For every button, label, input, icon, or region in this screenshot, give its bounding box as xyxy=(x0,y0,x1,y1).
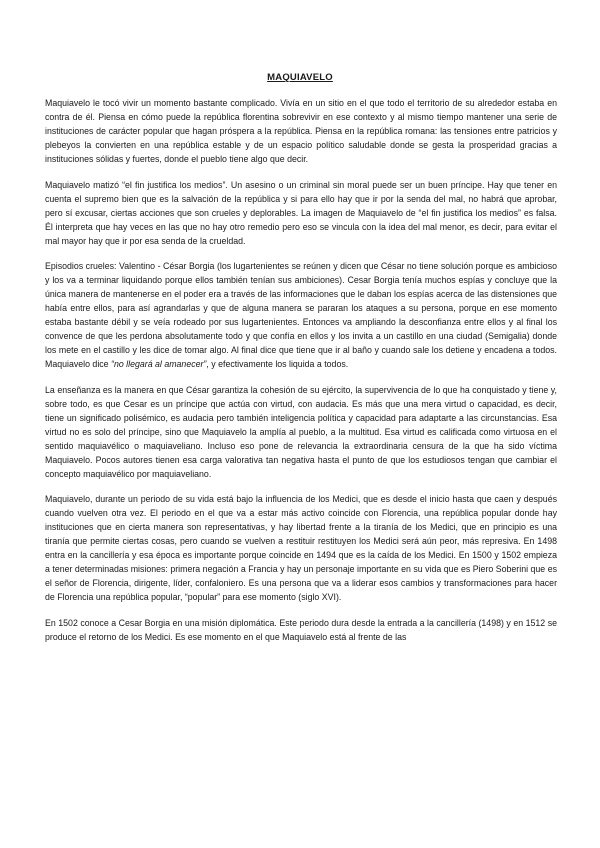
paragraph-2: Maquiavelo matizó “el fin justifica los medios”. Un asesino o un criminal sin moral puede ser un buen príncipe. Hay que tener en cuenta el supremo bien que es la salvación de la república y si para ello hay que ir por la senda del mal, no habrá que aprobar, pero sí excusar, ciertas acciones que son crueles y deplorables. La imagen de Maquiavelo de “el fin justifica los medios” es falsa. Él interpreta que hay veces en las que no hay otro remedio pero eso se vincula con la idea del mal menor, es decir, para evitar el mal mayor hay que ir por esa senda de la crueldad. xyxy=(45,179,557,246)
paragraph-4: La enseñanza es la manera en que César garantiza la cohesión de su ejército, la supervivencia de lo que ha conquistado y tiene y, sobre todo, es que Cesar es un príncipe que actúa con virtud, con audacia. Es más que una mera virtud o capacidad, es decir, tiene un significado polisémico, es audacia pero también inteligencia política y capacidad para adaptarte a las circunstancias. Esa virtud no es solo del príncipe, sino que Maquiavelo la amplía al pueblo, a la multitud. Esa virtud es calificada como virtuosa en el sentido maquiavélico o maquiaveliano. Incluso eso pone de relevancia la extraordinaria censura de la que ha sido víctima Maquiavelo. Pocos autores tienen esa carga valorativa tan negativa hasta el punto de que los estudiosos tengan que cambiar el concepto maquiavélico por maquiaveliano. xyxy=(45,384,557,479)
paragraph-3 xyxy=(45,259,557,371)
paragraph-6: En 1502 conoce a Cesar Borgia en una misión diplomática. Este periodo dura desde la entrada a la cancillería (1498) y en 1512 se produce el retorno de los Medici. Es ese momento en el que Maquiavelo está al frente de las xyxy=(45,617,557,642)
paragraph-3-text-before: Episodios crueles: Valentino - César Borgia (los lugartenientes se reúnen y dicen que César no tiene solución porque es ambicioso y los va a terminar liquidando porque ellos también tenían sus ambiciones). Cesar Borgia tenía muchos espías y concluye que la única manera de mantenerse en el poder era a través de las informaciones que le daban los espías acerca de las distensiones que había entre ellos, para así agrandarlas y que de alguna manera se pararan los ataques a su persona, porque en ese momento estaba bastante débil y se veía rodeado por sus lugartenientes. Entonces va ampliando la desconfianza entre ellos y al final los convence de que les perdona absolutamente todo y que confía en ellos y los invita a un castillo en una ciudad (Semigalia) donde los mete en el castillo y les dice de tomar algo. Al final dice que tiene que ir al baño y cuando sale los detiene y encadena a todos. Maquiavelo dice xyxy=(45,261,557,369)
paragraph-3-quote: “no llegará al amanecer” xyxy=(111,359,207,369)
paragraph-3-text-after: , y efectivamente los liquida a todos. xyxy=(206,359,349,369)
document-body xyxy=(45,96,557,655)
paragraph-5: Maquiavelo, durante un periodo de su vida está bajo la influencia de los Medici, que es desde el inicio hasta que caen y después cuando vuelven otra vez. El periodo en el que va a estar más activo coincide con Florencia, una república popular donde hay instituciones que en cierta manera son representativas, y hay libertad frente a la tiranía de los Medici, que en principio es una tiranía que permite ciertas cosas, pero cuando se vuelven a restituir restituyen los Medici será aún peor, más represiva. En 1498 entra en la cancillería y esa época es importante porque coincide en 1494 que es la caída de los Medici. En 1500 y 1502 empieza a tener determinadas misiones: primera negación a Francia y hay un personaje importante en su vida que es Piero Soberini que es el señor de Florencia, dirigente, líder, confaloniero. Es una persona que va a liderar esos cambios y transformaciones para hacer de Florencia una república popular, “popular” para ese momento (siglo XVI). xyxy=(45,494,557,602)
paragraph-1: Maquiavelo le tocó vivir un momento bastante complicado. Vivía en un sitio en el que todo el territorio de su alrededor estaba en contra de él. Piensa en cómo puede la república florentina sobrevivir en ese contexto y al mismo tiempo mantener una serie de instituciones de carácter popular que hagan próspera a la república. Piensa en la república romana: las tensiones entre patricios y plebeyos la convierten en una república estable y de un espacio político saludable donde se gesta la prosperidad gracias a instituciones sólidas y fuertes, donde el pueblo tiene algo que decir. xyxy=(45,98,557,164)
document-title: MAQUIAVELO xyxy=(267,72,333,83)
